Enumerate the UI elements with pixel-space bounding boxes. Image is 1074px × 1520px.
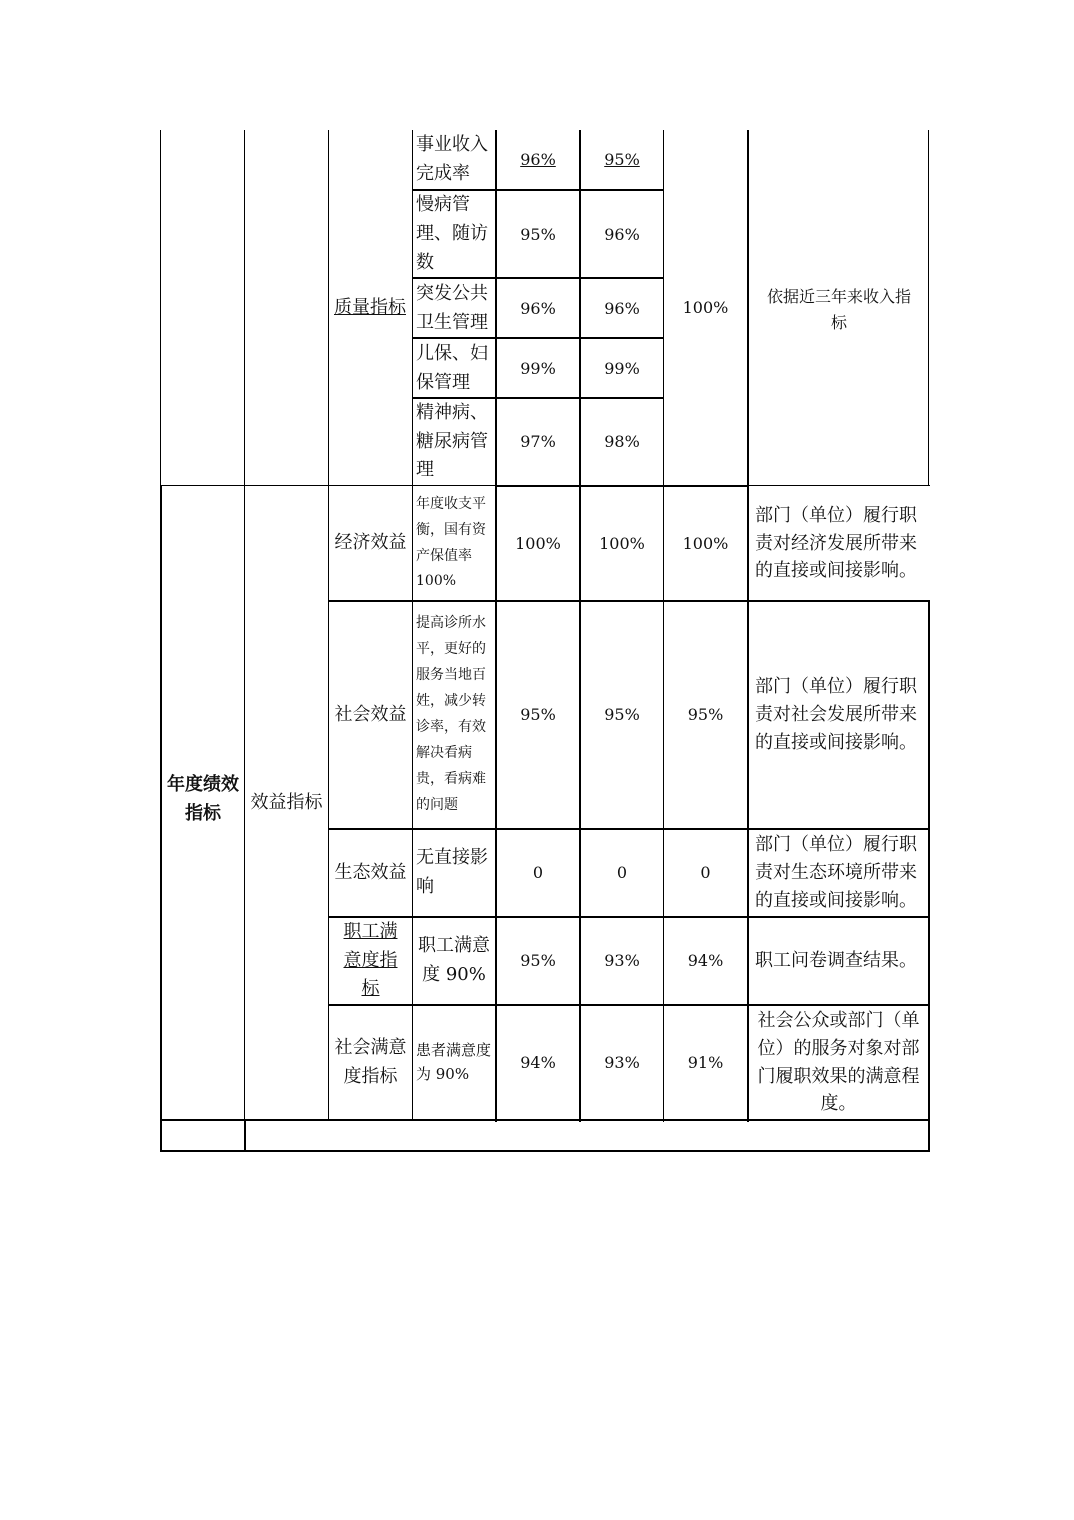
quality-note: 依据近三年来收入指标	[766, 287, 911, 332]
annual-value: 95%	[604, 705, 640, 725]
annual-value: 0	[616, 863, 628, 883]
quality-value: 96%	[604, 224, 640, 244]
annual-category: 经济效益	[334, 532, 407, 554]
annual-indicator: 提高诊所水平，更好的服务当地百姓，减少转诊率，有效解决看病贵，看病难的问题	[416, 615, 486, 813]
annual-value: 95%	[520, 951, 556, 971]
quality-indicator: 突发公共卫生管理	[416, 282, 488, 333]
annual-value: 93%	[604, 951, 640, 971]
annual-category: 生态效益	[334, 861, 407, 883]
quality-category: 质量指标	[334, 296, 406, 318]
annual-value: 95%	[520, 705, 556, 725]
annual-category: 职工满意度指标	[343, 920, 398, 1000]
annual-label: 年度绩效指标	[167, 774, 239, 824]
annual-note: 社会公众或部门（单位）的服务对象对部门履职效果的满意程度。	[757, 1009, 920, 1115]
annual-value: 91%	[687, 1052, 724, 1072]
grid-line	[160, 1150, 930, 1152]
footer-label-cell	[162, 1121, 244, 1150]
annual-category: 社会效益	[334, 703, 407, 725]
annual-value: 100%	[682, 533, 729, 553]
quality-indicator: 事业收入完成率	[416, 134, 488, 184]
annual-note: 部门（单位）履行职责对经济发展所带来的直接或间接影响。	[755, 504, 917, 582]
quality-value: 96%	[520, 298, 556, 318]
annual-indicator: 年度收支平衡，国有资产保值率100%	[416, 495, 486, 590]
annual-value: 0	[700, 863, 711, 883]
annual-note: 职工问卷调查结果。	[755, 949, 917, 971]
quality-value: 99%	[604, 358, 640, 378]
annual-value: 100%	[515, 533, 561, 553]
quality-indicator: 儿保、妇保管理	[416, 342, 488, 393]
annual-group: 效益指标	[250, 791, 323, 813]
annual-indicator: 职工满意度 90%	[418, 935, 490, 985]
annual-value: 94%	[687, 951, 724, 971]
annual-value: 0	[532, 863, 544, 883]
footer-content-cell	[246, 1121, 928, 1150]
grid-line	[160, 130, 161, 486]
annual-value: 100%	[599, 533, 645, 553]
annual-indicator: 无直接影响	[416, 847, 488, 897]
annual-note: 部门（单位）履行职责对生态环境所带来的直接或间接影响。	[755, 834, 917, 911]
quality-value: 98%	[604, 432, 640, 452]
annual-value: 93%	[604, 1052, 640, 1072]
annual-indicator: 患者满意度为 90%	[416, 1041, 492, 1083]
quality-indicator: 精神病、糖尿病管理	[416, 401, 488, 481]
performance-table	[160, 0, 930, 1160]
quality-value: 99%	[520, 358, 556, 378]
grid-line	[928, 130, 929, 486]
quality-merged-value: 100%	[682, 298, 729, 318]
quality-value: 97%	[520, 432, 556, 452]
quality-value: 95%	[520, 224, 556, 244]
quality-value: 96%	[520, 150, 556, 170]
annual-category: 社会满意度指标	[334, 1036, 407, 1087]
quality-value: 95%	[604, 150, 640, 170]
quality-value: 96%	[604, 298, 640, 318]
quality-indicator: 慢病管理、随访数	[416, 194, 488, 273]
grid-line	[928, 600, 930, 1152]
annual-note: 部门（单位）履行职责对社会发展所带来的直接或间接影响。	[755, 676, 917, 753]
annual-value: 95%	[687, 705, 724, 725]
annual-value: 94%	[520, 1052, 556, 1072]
